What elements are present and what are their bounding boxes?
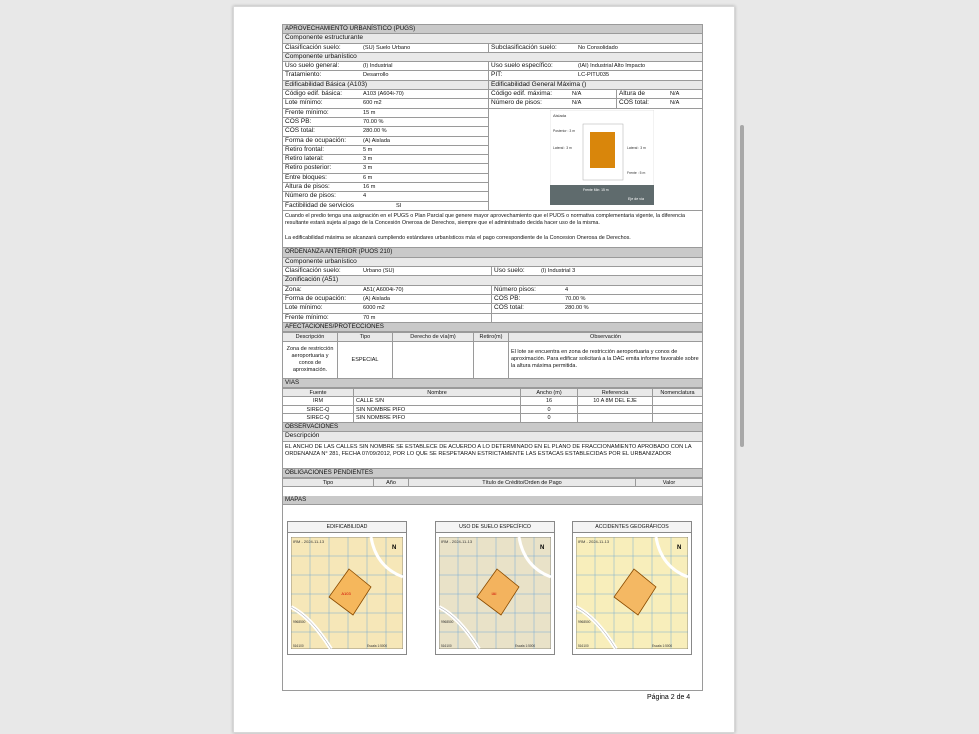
afect-col-dv: Derecho de vía(m)	[393, 333, 474, 342]
edif-row-label: Altura de pisos:	[285, 183, 330, 191]
map-panel	[287, 521, 407, 655]
oblig-table	[282, 478, 703, 488]
vias-cell-r	[578, 405, 653, 414]
north-arrow-icon: N	[677, 544, 682, 551]
note-2: La edificabilidad máxima se alcanzará cumpliendo estándares urbanísticos más el pago correspondiente de la Concesion Onerosa de Derechos.	[282, 230, 703, 249]
afect-col-obs: Observación	[509, 333, 703, 342]
estructurante-label: Componente estructurante	[285, 34, 364, 42]
pugs-header	[282, 24, 703, 34]
edif-row-value: 280.00 %	[363, 128, 387, 135]
zonificacion-label: Zonificación (A51)	[285, 276, 339, 284]
puos-forma-value: (A) Aislada	[363, 295, 391, 302]
edif-row	[283, 109, 488, 118]
note-1: Cuando el predio tenga una asignación en el PUGS o Plan Parcial que genere mayor aprovechamiento que el PUOS o normativa complementaria vigente, la diferencia resultante estará sujeta al pago de la Concesión Onerosa de Derechos, siempre que el administrado decida hacer uso de la misma.	[282, 211, 703, 230]
forma-row	[282, 295, 703, 304]
map-scale: Escala 1:5000	[515, 643, 536, 648]
edif-row	[283, 127, 488, 136]
edif-row-label: Frente mínimo:	[285, 108, 329, 116]
edif-row	[283, 155, 488, 164]
map-coord-bottom: 516100	[441, 643, 452, 648]
subclasificacion-label: Subclasificación suelo:	[488, 44, 576, 52]
edif-row-value: 5 m	[363, 146, 373, 153]
cos-max-value: N/A	[670, 100, 680, 107]
altura-label: Altura de	[616, 90, 668, 98]
vias-col-nom: Nomenclatura	[653, 388, 703, 397]
puos-cost-label: COS total:	[491, 304, 563, 312]
vias-cell-f: SIREC-Q	[283, 405, 354, 414]
diagram-lateral-left: Lateral : 3 m	[553, 145, 572, 150]
obs-text: EL ANCHO DE LAS CALLES SIN NOMBRE SE ESTABLECE DE ACUERDO A LO DETERMINADO EN EL PLANO DE FRACCIONAMIENTO APROBADO CON LA ORDENANZA N° 281, FECHA 07/09/2012, POR LO QUE SE RESPETARAN ESTRICTAMENTE LAS ESTACAS ESTABLECIDAS POR EL URBANIZADOR	[282, 442, 703, 469]
puos-uso-label: Uso suelo:	[491, 267, 539, 275]
uso-especifico-label: Uso suelo específico:	[488, 62, 576, 70]
puos-clas-label: Clasificación suelo:	[285, 267, 341, 275]
edif-row-label: Retiro frontal:	[285, 145, 325, 153]
vias-cell-n: SIN NOMBRE PIFO	[354, 405, 521, 414]
oblig-header	[282, 469, 703, 478]
edif-row	[283, 192, 488, 201]
puos-clas-row	[282, 267, 703, 276]
puos-comp-label: Componente urbanístico	[285, 257, 357, 265]
vias-cell-f: SIREC-Q	[283, 414, 354, 423]
zona-value: A51( A6004i-70)	[363, 286, 404, 293]
uso-general-value: (I) Industrial	[363, 63, 393, 70]
setback-diagram	[550, 110, 654, 205]
map-coord-left: 9968500	[441, 619, 454, 624]
puos-title: ORDENANZA ANTERIOR (PUOS 210)	[285, 248, 393, 256]
afect-dv	[393, 341, 474, 378]
north-arrow-icon: N	[540, 544, 545, 551]
afect-col-desc: Descripción	[283, 333, 338, 342]
oblig-title: OBLIGACIONES PENDIENTES	[285, 468, 374, 476]
map-title: EDIFICABILIDAD	[288, 522, 406, 533]
map-panel	[572, 521, 692, 655]
diagram-lateral-right: Lateral : 3 m	[627, 145, 646, 150]
zonificacion-header	[282, 276, 703, 285]
edif-row-value: 4	[363, 193, 367, 200]
diagram-eje: Eje de vía	[628, 196, 644, 201]
urbanistico-header	[282, 53, 703, 62]
diagram-frente: Frente : 5 m	[627, 170, 646, 175]
afect-tipo: ESPECIAL	[338, 341, 393, 378]
vertical-scrollbar[interactable]	[740, 125, 744, 447]
map-title: USO DE SUELO ESPECÍFICO	[436, 522, 554, 533]
edif-row-label: Retiro posterior:	[285, 164, 332, 172]
page-footer: Página 2 de 4	[647, 694, 691, 701]
vias-cell-n: CALLE S/N	[354, 397, 521, 406]
puos-cospb-value: 70.00 %	[565, 295, 586, 302]
edif-row-label: Forma de ocupación:	[285, 136, 347, 144]
maps-area	[282, 505, 703, 691]
pisos-max-label: Número de pisos:	[488, 99, 570, 107]
afect-col-tipo: Tipo	[338, 333, 393, 342]
oblig-col-tipo: Tipo	[283, 478, 374, 487]
urbanistico-label: Componente urbanístico	[285, 52, 357, 60]
cos-max-label: COS total:	[616, 99, 668, 107]
clasificacion-row	[282, 44, 703, 53]
vias-col-fuente: Fuente	[283, 388, 354, 397]
map-image	[439, 537, 551, 649]
map-image	[576, 537, 688, 649]
lote-label: Lote mínimo:	[285, 99, 323, 107]
oblig-col-ano: Año	[374, 478, 409, 487]
puos-comp-header	[282, 258, 703, 267]
edif-row	[283, 137, 488, 146]
tratamiento-value: Desarrollo	[363, 72, 389, 79]
map-date: IRM - 2024-11-13	[578, 538, 610, 544]
edif-row-value: 70.00 %	[363, 118, 384, 125]
edif-row	[283, 202, 488, 210]
tratamiento-row	[282, 71, 703, 80]
puos-pisos-value: 4	[565, 286, 569, 293]
lote-row	[282, 99, 703, 108]
vias-cell-f: IRM	[283, 397, 354, 406]
map-scale: Escala 1:5000	[367, 643, 388, 648]
afect-title: AFECTACIONES/PROTECCIONES	[285, 322, 384, 330]
afect-desc: Zona de restricción aeroportuaria y conos de aproximación.	[283, 341, 338, 378]
vias-cell-a: 16	[521, 397, 578, 406]
edif-row-label: Número de pisos:	[285, 192, 336, 200]
puos-lote-value: 6000 m2	[363, 305, 385, 312]
puos-lote-row	[282, 304, 703, 313]
edif-row-value: SI	[396, 202, 402, 209]
lote-value: 600 m2	[363, 100, 382, 107]
vias-table	[282, 388, 703, 423]
pit-label: PIT:	[488, 71, 576, 79]
setback-diagram-area	[489, 109, 702, 210]
map-coord-left: 9968500	[293, 619, 306, 624]
vias-col-ancho: Ancho (m)	[521, 388, 578, 397]
vias-cell-nom	[653, 414, 703, 423]
puos-frente-row	[282, 314, 703, 323]
edif-row	[283, 174, 488, 183]
uso-general-label: Uso suelo general:	[285, 62, 340, 70]
puos-cost-value: 280.00 %	[565, 305, 589, 312]
pit-value: LC-PITU035	[578, 72, 610, 79]
obs-desc-header	[282, 432, 703, 441]
estructurante-header	[282, 34, 703, 43]
vias-cell-a: 0	[521, 405, 578, 414]
altura-value: N/A	[670, 91, 680, 98]
puos-forma-label: Forma de ocupación:	[285, 294, 347, 302]
edif-row-value: (A) Aislada	[363, 137, 391, 144]
edif-row-label: Factibilidad de servicios	[285, 201, 355, 209]
subclasificacion-value: No Consolidado	[578, 44, 618, 51]
puos-uso-value: (I) Industrial 3	[541, 268, 576, 275]
edif-row-value: 3 m	[363, 165, 373, 172]
edif-row-value: 15 m	[363, 109, 376, 116]
tratamiento-label: Tratamiento:	[285, 71, 322, 79]
map-panel	[435, 521, 555, 655]
afect-ret	[474, 341, 509, 378]
vias-cell-a: 0	[521, 414, 578, 423]
table-row	[283, 397, 703, 406]
obs-desc-label: Descripción	[285, 432, 320, 440]
puos-frente-value: 70 m	[363, 314, 376, 321]
mapas-title: MAPAS	[285, 495, 307, 503]
afect-obs: El lote se encuentra en zona de restricción aeroportuaria y conos de aproximación. Para edificar solicitará a la DAC emita informe favorable sobre la altura máxima permitida.	[509, 341, 703, 378]
map-coord-left: 9968500	[578, 619, 591, 624]
edif-row-label: Entre bloques:	[285, 173, 327, 181]
puos-lote-label: Lote mínimo:	[285, 304, 323, 312]
edif-row-label: COS PB:	[285, 117, 312, 125]
map-scale: Escala 1:5000	[652, 643, 673, 648]
zona-label: Zona:	[285, 285, 302, 293]
afect-col-ret: Retiro(m)	[474, 333, 509, 342]
map-zone-label: IAI	[491, 590, 497, 596]
table-row	[283, 405, 703, 414]
map-zone-label: A103	[341, 590, 351, 596]
edificabilidad-detail	[282, 109, 703, 211]
cod-max-value: N/A	[572, 91, 582, 98]
map-coord-bottom: 516100	[293, 643, 304, 648]
cod-max-label: Código edif. máxima:	[488, 90, 570, 98]
map-date: IRM - 2024-11-13	[293, 538, 325, 544]
pisos-max-value: N/A	[572, 100, 582, 107]
vias-cell-n: SIN NOMBRE PIFO	[354, 414, 521, 423]
puos-header	[282, 248, 703, 257]
table-row	[283, 341, 703, 378]
oblig-col-valor: Valor	[636, 478, 703, 487]
edificabilidad-rows	[283, 109, 489, 210]
uso-especifico-value: (IAI) Industrial Alto Impacto	[578, 63, 646, 70]
edif-row-label: Retiro lateral:	[285, 155, 324, 163]
obs-title: OBSERVACIONES	[285, 422, 339, 430]
table-row	[283, 414, 703, 423]
pugs-title: APROVECHAMIENTO URBANÍSTICO (PUGS)	[285, 25, 416, 32]
obs-header	[282, 423, 703, 432]
edificabilidad-header	[282, 81, 703, 90]
edif-basica-title: Edificabilidad Básica (A103)	[283, 81, 488, 89]
map-image	[291, 537, 403, 649]
vias-header	[282, 379, 703, 388]
edif-row	[283, 118, 488, 127]
diagram-title: Aislada	[553, 112, 567, 118]
north-arrow-icon: N	[392, 544, 397, 551]
mapas-header	[282, 496, 703, 505]
vias-title: VIAS	[285, 378, 300, 386]
oblig-col-titulo: Título de Crédito/Orden de Pago	[409, 478, 636, 487]
clasificacion-value: (SU) Suelo Urbano	[363, 44, 411, 51]
afect-header	[282, 323, 703, 332]
edif-row-value: 6 m	[363, 174, 373, 181]
vias-col-nombre: Nombre	[354, 388, 521, 397]
vias-col-ref: Referencia	[578, 388, 653, 397]
clasificacion-label: Clasificación suelo:	[285, 43, 341, 51]
edif-row-value: 16 m	[363, 184, 376, 191]
diagram-posterior: Posterior : 3 m	[553, 128, 576, 133]
puos-pisos-label: Número pisos:	[491, 286, 563, 294]
edif-row	[283, 146, 488, 155]
map-date: IRM - 2024-11-13	[441, 538, 473, 544]
vias-cell-nom	[653, 397, 703, 406]
vias-cell-nom	[653, 405, 703, 414]
cod-basica-value: A103 (A604i-70)	[363, 91, 404, 98]
map-coord-bottom: 516100	[578, 643, 589, 648]
uso-row	[282, 62, 703, 71]
puos-clas-value: Urbano (SU)	[363, 268, 395, 275]
edif-row-value: 3 m	[363, 156, 373, 163]
edif-maxima-title: Edificabilidad General Máxima ()	[488, 81, 702, 89]
cod-basica-label: Código edif. básica:	[285, 90, 343, 98]
zona-row	[282, 286, 703, 295]
building-footprint	[590, 132, 615, 168]
puos-cospb-label: COS PB:	[491, 295, 563, 303]
edif-row	[283, 183, 488, 192]
report-content	[282, 24, 703, 691]
codigo-row	[282, 90, 703, 99]
diagram-frente-min: Frente Min: 15 m	[583, 187, 609, 192]
edif-row-label: COS total:	[285, 127, 315, 135]
vias-cell-r: 10 A 8M DEL EJE	[578, 397, 653, 406]
afect-table	[282, 332, 703, 379]
edif-row	[283, 164, 488, 173]
map-title: ACCIDENTES GEOGRÁFICOS	[573, 522, 691, 533]
puos-frente-label: Frente mínimo:	[285, 313, 329, 321]
vias-cell-r	[578, 414, 653, 423]
